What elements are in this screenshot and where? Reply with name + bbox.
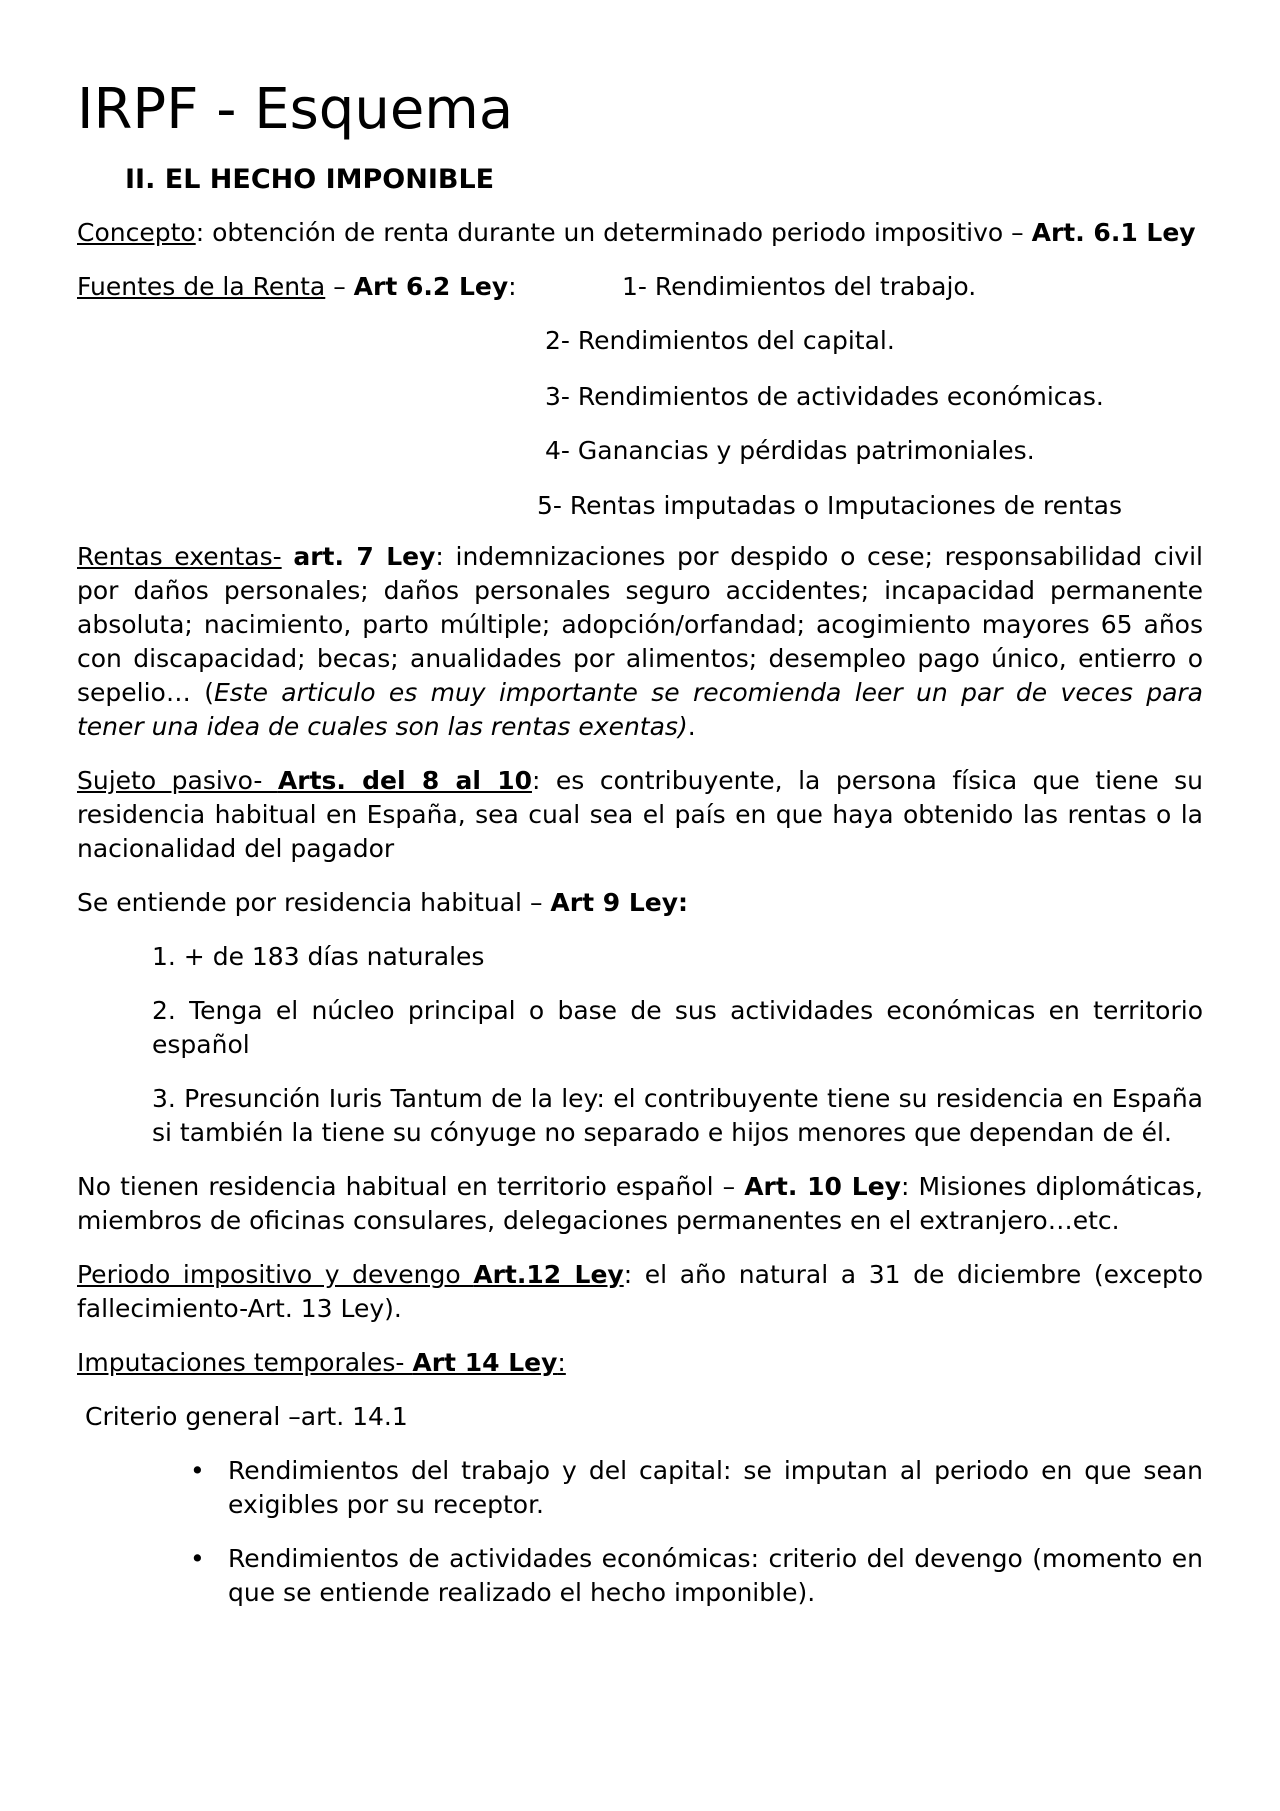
periodo-paragraph — [77, 1258, 1203, 1326]
residencia-ref: Art 9 Ley: — [550, 888, 689, 917]
fuentes-ref: Art 6.2 Ley — [353, 272, 509, 301]
rentas-exentas-text: : indemnizaciones por despido o cese; responsabilidad civil por daños personales; daños personales seguro accidentes; incapacidad permanente absoluta; nacimiento, parto múltiple; adopción/orfandad; acogimiento mayores 65 años con discapacidad; becas; anualidades por alimentos; desempleo pago único, entierro o sepelio… ( — [77, 542, 1203, 707]
list-item — [190, 1454, 1203, 1522]
rentas-exentas-end: . — [687, 712, 696, 741]
criterio-list — [190, 1454, 1203, 1610]
no-residencia-paragraph — [77, 1170, 1203, 1238]
periodo-heading — [77, 1260, 624, 1289]
section-heading: II. EL HECHO IMPONIBLE — [125, 164, 495, 195]
sujeto-pasivo-text: : es contribuyente, la persona física que tiene su residencia habitual en España, sea cual sea el país en que haya obtenido las rentas o la nacionalidad del pagador — [77, 766, 1203, 863]
imputaciones-ref: Art 14 Ley — [412, 1348, 558, 1377]
concepto-paragraph — [77, 216, 1203, 250]
bullet-icon: • — [190, 1456, 205, 1485]
imputaciones-paragraph — [77, 1346, 1203, 1380]
list-item-text: Rendimientos del trabajo y del capital: se imputan al periodo en que sean exigibles por su receptor. — [228, 1456, 1203, 1519]
no-residencia-text2: : Misiones diplomáticas, miembros de oficinas consulares, delegaciones permanentes en el extranjero…etc. — [77, 1172, 1203, 1235]
periodo-text: : el año natural a 31 de diciembre (excepto fallecimiento-Art. 13 Ley). — [77, 1260, 1203, 1323]
sujeto-pasivo-paragraph — [77, 764, 1203, 866]
fuentes-colon: : — [508, 272, 517, 301]
list-item: 3. Presunción Iuris Tantum de la ley: el contribuyente tiene su residencia en España si también la tiene su cónyuge no separado e hijos menores que dependan de él. — [152, 1084, 1203, 1147]
concepto-ref: Art. 6.1 Ley — [1031, 218, 1196, 247]
rentas-exentas-ref: art. 7 Ley — [293, 542, 436, 571]
residencia-paragraph — [77, 886, 1203, 920]
bullet-icon: • — [190, 1544, 205, 1573]
fuentes-sep: – — [325, 272, 354, 301]
sujeto-pasivo-label: Sujeto pasivo- — [77, 766, 278, 795]
list-item: 2. Tenga el núcleo principal o base de sus actividades económicas en territorio español — [152, 996, 1203, 1059]
fuentes-block — [77, 270, 1203, 522]
list-item: 1. + de 183 días naturales — [152, 942, 485, 971]
concepto-label: Concepto — [77, 218, 196, 247]
no-residencia-text: No tienen residencia habitual en territorio español – — [77, 1172, 745, 1201]
fuentes-item: 5- Rentas imputadas o Imputaciones de rentas — [537, 491, 1123, 520]
criterio-paragraph: Criterio general –art. 14.1 — [85, 1402, 408, 1431]
fuentes-item: 2- Rendimientos del capital. — [545, 326, 895, 355]
imputaciones-label: Imputaciones temporales- — [77, 1348, 413, 1377]
imputaciones-heading — [77, 1348, 566, 1377]
concepto-text: : obtención de renta durante un determinado periodo impositivo – — [195, 218, 1032, 247]
periodo-ref: Art.12 Ley — [473, 1260, 624, 1289]
fuentes-heading — [77, 270, 517, 304]
fuentes-item: 4- Ganancias y pérdidas patrimoniales. — [545, 436, 1035, 465]
document-title: IRPF - Esquema — [77, 77, 514, 142]
rentas-exentas-paragraph — [77, 540, 1203, 744]
sujeto-pasivo-ref: Arts. del 8 al 10 — [277, 766, 532, 795]
rentas-exentas-note: Este articulo es muy importante se recomienda leer un par de veces para tener una idea de cuales son las rentas exentas) — [77, 678, 1203, 741]
periodo-label: Periodo impositivo y devengo — [77, 1260, 474, 1289]
fuentes-item: 3- Rendimientos de actividades económicas. — [545, 382, 1104, 411]
imputaciones-colon: : — [557, 1348, 566, 1377]
residencia-list — [152, 940, 1203, 1150]
fuentes-label: Fuentes de la Renta — [77, 272, 326, 301]
sujeto-pasivo-heading — [77, 766, 532, 795]
no-residencia-ref: Art. 10 Ley — [744, 1172, 901, 1201]
list-item — [190, 1542, 1203, 1610]
rentas-exentas-label: Rentas exentas- — [77, 542, 282, 571]
residencia-text: Se entiende por residencia habitual – — [77, 888, 551, 917]
list-item-text: Rendimientos de actividades económicas: criterio del devengo (momento en que se entiende realizado el hecho imponible). — [228, 1544, 1203, 1607]
fuentes-item: 1- Rendimientos del trabajo. — [622, 272, 977, 301]
